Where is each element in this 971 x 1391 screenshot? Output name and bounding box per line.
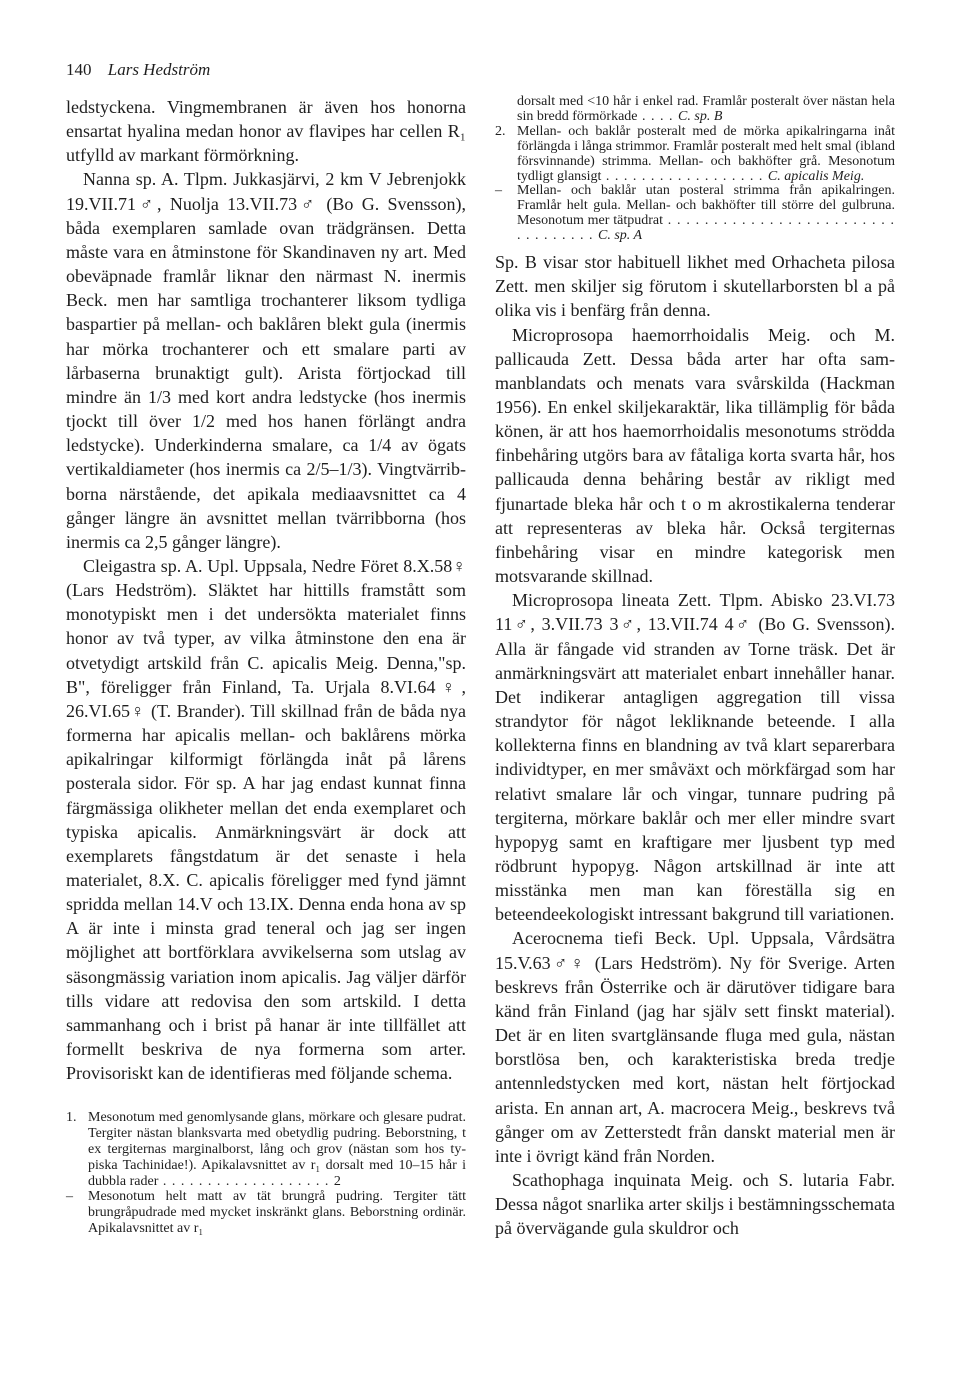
key-number: 1. bbox=[66, 1110, 77, 1126]
key-number bbox=[495, 95, 517, 125]
key-couplet bbox=[66, 1189, 466, 1236]
body-paragraph: Microprosopa haemorrhoidalis Meig. och M. pallicauda Zett. Dessa båda arter har ofta sammanblandats och menats vara svårskilda (Hackman 1956). En enkel skiljekaraktär, lika tillämplig för båda könen, är att hos haemorrhoidalis mesonotums strödda finbehåring utgörs bara av fåtaliga korta svarta hår, hos pallicauda denna behåring består av rikligt med fjunartade bleka hår och t o m akrostikalerna tenderar att representeras av bleka hår. Också tergiternas finbehåring visar en mindre kategorisk men motsvarande skillnad. bbox=[495, 324, 895, 587]
identification-key-continued bbox=[495, 95, 895, 244]
key-statement: dorsalt med <10 hår i enkel rad. Framlår posteralt över nästan hela sin bredd förmörkade bbox=[517, 94, 895, 124]
key-statement: Mellan- och baklår utan posteral strimma från apikalringen. Framlår helt gula. Mellan- och bakhöfter till större del gulbruna. Mesonotum mer tätpudrat bbox=[517, 183, 895, 229]
key-lead: C. apicalis Meig. bbox=[767, 168, 865, 184]
key-text bbox=[88, 1189, 466, 1236]
key-number: 2. bbox=[495, 123, 506, 139]
identification-key bbox=[66, 1110, 466, 1236]
key-couplet bbox=[66, 1110, 466, 1189]
key-statement: Mesonotum helt matt av tät brungrå pudring. Tergiter tätt brungråpudrade med mycket inskränkt glans. Beborstning ordinär. Apikalavsnittet av r₁ bbox=[88, 1189, 466, 1236]
left-column bbox=[66, 95, 466, 1237]
key-couplet bbox=[495, 184, 895, 244]
running-head-author: Lars Hedström bbox=[107, 60, 211, 79]
body-paragraph: ledstyckena. Vingmembranen är även hos honorna ensartat hyalina medan honor av flavipes har cellen R₁ utfylld av markant förmörkning. bbox=[66, 97, 466, 166]
key-text: Mesonotum med genomlysande glans, mörkare och glesare pudrat. Tergiter nästan blanksvarta med obetydlig pudring. Beborstning, t ex tergiternas marginalborst, lång och grov (nästan som hos typiska Tachinidae!). Apikalavsnittet av r₁ dorsalt med 10–15 hår i dubbla rader . . . . . . . . . . . . . . . . . . . 2 bbox=[88, 1110, 466, 1189]
right-column bbox=[495, 95, 895, 1240]
body-paragraph: Scathophaga inquinata Meig. och S. lutaria Fabr. Dessa något snarlika arter skiljs i bestämningsschemata på övervägande gula skuldror och bbox=[495, 1170, 895, 1239]
key-lead: C. sp. A bbox=[598, 228, 643, 244]
body-paragraph: Cleigastra sp. A. Upl. Uppsala, Nedre Föret 8.X.58♀ (Lars Hedström). Släktet har hittills framstått som monotypiskt men i det undersökta materialet finns honor av två typer, av vilka åtminstone den ena är otvetydigt artskild från C. apicalis Meig. Denna,"sp. B", föreligger från Finland, Ta. Urjala 8.VI.64♀, 26.VI.65♀ (T. Brander). Till skillnad från de båda nya formerna har apicalis mellan- och baklårens mörka apikalringar kilformigt förlängda inåt på lårens posterala sidor. För sp. A har jag endast kunnat finna färgmässiga olikheter mellan det enda exemplaret och typiska apicalis. Anmärkningsvärt är dock att exemplarets fångstdatum är det senaste i hela materialet, 8.X. C. apicalis föreligger med fynd jämnt spridda mellan 14.V och 13.IX. Denna enda hona av sp A är inte i minsta grad teneral och jag ser ingen möjlighet att bortförklara avvikelserna som utslag av säsongmässig variation inom apicalis. Jag väljer därför tills vidare att redovisa den som artskild. I detta sammanhang och i brist på hanar är inte tillfället att formellt beskriva de nya formerna som arter. Provisoriskt kan de identifieras med följande schema. bbox=[66, 555, 466, 1084]
body-paragraph: Acerocnema tiefi Beck. Upl. Uppsala, Vårdsätra 15.V.63♂♀ (Lars Hedström). Ny för Sverige. Arten beskrevs från Österrike och är därutöver tidigare bara känd från Finland (jag har själv sett finskt material). Det är en liten svartglänsande fluga med gula, nästan borstlösa ben, och karakteristiska breda tredje antennledstycken med kort, nästan helt förtjockad arista. En annan art, A. macrocera Meig., beskrevs två gånger om av Zetterstedt från danskt material men är inte i övrigt känd från Norden. bbox=[495, 928, 895, 1166]
running-header bbox=[66, 60, 210, 80]
key-text: Mellan- och baklår posteralt med de mörka apikalringarna inåt förlängda i långa strimmor. Framlår posteralt med helt smal (ibland försvinnande) strimma. Mellan- och bakhöfter grå. Mesonotum tydligt glansigt . . . . . . . . . . . . . . . . . . C. apicalis Meig. bbox=[517, 123, 895, 184]
key-number: – bbox=[495, 183, 502, 199]
key-couplet bbox=[495, 125, 895, 185]
key-text: dorsalt med <10 hår i enkel rad. Framlår posteralt över nästan hela sin bredd förmörkade . . . . C. sp. B bbox=[517, 94, 895, 124]
key-lead: 2 bbox=[333, 1173, 341, 1189]
body-paragraph: Microprosopa lineata Zett. Tlpm. Abisko 23.VI.73 11♂, 3.VII.73 3♂, 13.VII.74 4♂ (Bo G. Svensson). Alla är fångade vid stranden av Torne träsk. Det är anmärkningsvärt att materialet enbart innehåller hanar. Det indikerar antagligen aggregation till vissa strandytor för något lekliknande beteende. I alla kollekterna finns en blandning av två klart separerbara individtyper, en mer småväxt och mörkfärgad som har relativt smalare lår och vingar, tunnare pudring på tergiterna, mörkare baklår och mer eller mindre svart hypopyg samt en kraftigare mer ljusbent typ med rödbrunt hypopyg. Någon artskillnad är inte att misstänka men man kan föreställa sig en beteendeekologiskt intressant bakgrund till variationen. bbox=[495, 590, 895, 925]
body-paragraph: Nanna sp. A. Tlpm. Jukkasjärvi, 2 km V Jebrenjokk 19.VII.71♂, Nuolja 13.VII.73♂ (Bo G. Svensson), båda exemplaren samlade ovan trädgränsen. Detta måste vara en åtminstone för Skandinaven ny art. Med obeväpnade framlår liknar den närmast N. inermis Beck. men har samtliga trochanterer liksom tydliga baspartier på mellan- och baklåren blekt gula (inermis har mörka trochanterer och ett smalare parti av lårbaserna brunaktigt gult). Arista förtjockad till mindre än 1/3 med kort andra ledstycke (hos inermis tjockt till över 1/2 med hos hanen förlängt andra ledstycke). Underkinderna smalare, ca 1/4 av ögats vertikaldiameter (hos inermis ca 2/5–1/3). Vingtvärribborna närstående, det apikala mediaavsnittet ca 4 gånger längre än avsnittet mellan tvärribborna (hos inermis ca 2,5 gånger längre). bbox=[66, 169, 466, 552]
key-couplet bbox=[495, 95, 895, 125]
key-statement: Mesonotum med genomlysande glans, mörkare och glesare pudrat. Tergiter nästan blanksvarta med obetydlig pudring. Beborstning, t ex tergiternas marginalborst, lång och grov (nästan som hos typiska Tachinidae!). Apikalavsnittet av r₁ dorsalt med 10–15 hår i dubbla rader bbox=[88, 1110, 466, 1189]
key-number: – bbox=[66, 1189, 73, 1205]
body-paragraph: Sp. B visar stor habituell likhet med Orhacheta pilosa Zett. men skiljer sig förutom i skutellarborsten bl a på olika vis i benfärg från denna. bbox=[495, 252, 895, 321]
page-number: 140 bbox=[66, 60, 92, 79]
key-lead: C. sp. B bbox=[678, 108, 723, 124]
key-statement: Mellan- och baklår posteralt med de mörka apikalringarna inåt förlängda i långa strimmor. Framlår posteralt med helt smal (ibland försvinnande) strimma. Mellan- och bakhöfter grå. Mesonotum tydligt glansigt bbox=[517, 123, 895, 184]
key-text: Mellan- och baklår utan posteral strimma från apikalringen. Framlår helt gula. Mellan- och bakhöfter till större del gulbruna. Mesonotum mer tätpudrat . . . . . . . . . . . . . . . . . . . . . . . . . . . . . . . . . . C. sp. A bbox=[517, 183, 896, 244]
